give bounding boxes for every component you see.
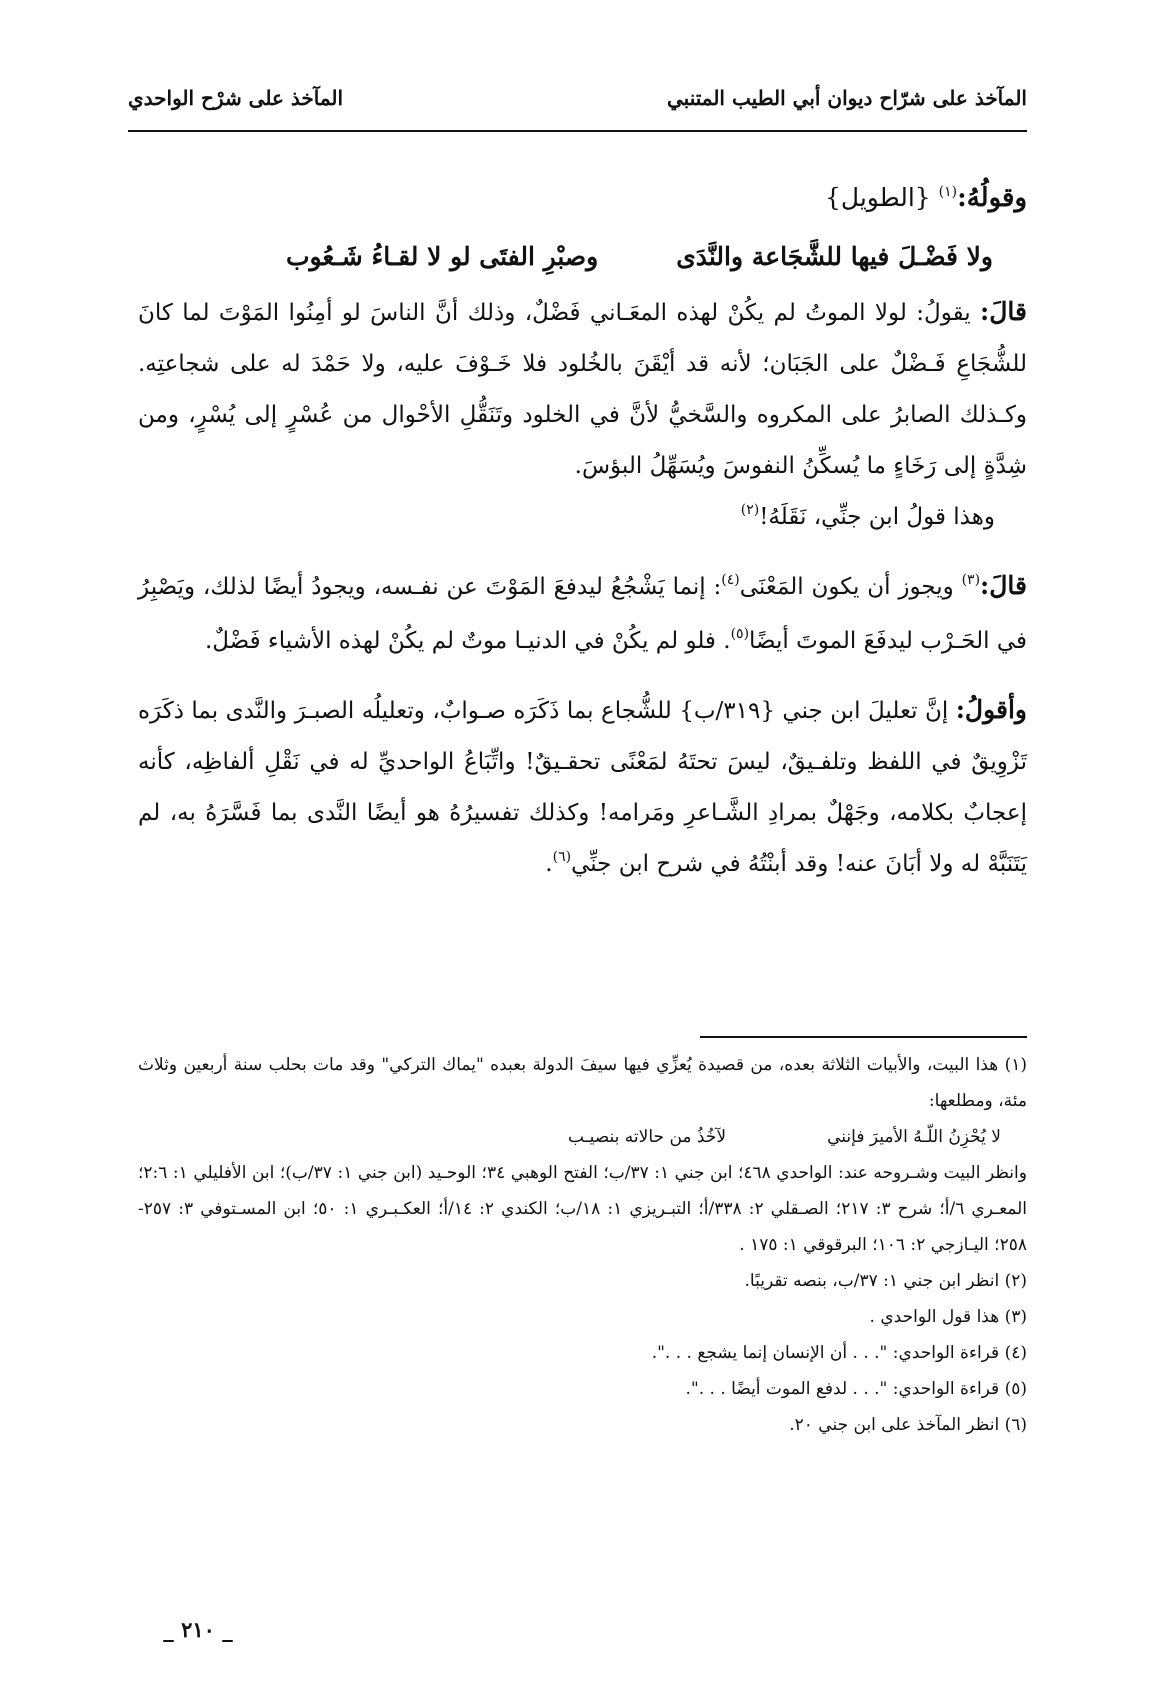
main-text xyxy=(138,172,1027,893)
verse-first-hemistich: ولا فَضْـلَ فيها للشَّجَاعة والنَّدَى xyxy=(676,242,993,271)
paragraph-commentary-2 xyxy=(138,560,1027,670)
footnote-ref-2: (٢) xyxy=(740,502,760,518)
paragraph-text: ويجوز أن يكون المَعْنَى xyxy=(739,574,962,600)
paragraph-author-response xyxy=(138,684,1027,893)
footnotes xyxy=(138,1047,1027,1443)
paragraph-commentary-1 xyxy=(138,286,1027,492)
footnote-5: (٥) قراءة الواحدي: ". . . لدفع الموت أيضًا . . .". xyxy=(685,1379,1027,1399)
intro-lead: وقولُهُ: xyxy=(957,183,1027,213)
paragraph-lead: قالَ: xyxy=(980,571,1027,600)
meter-name: {الطويل} xyxy=(825,183,931,212)
running-header xyxy=(128,86,1027,126)
paragraph-text: يقولُ: لولا الموتُ لم يكُنْ لهذه المعَـاني فَضْلٌ، وذلك أنَّ الناسَ لو أمِنُوا المَوْتَ لما كانَ للشُّجَاعِ فَـضْلٌ على الجَبَان؛ لأنه قد أيْقَنَ بالخُلود فلا خَـوْفَ عليه، ولا حَمْدَ له على شجاعتِه. وكـذلك الصابرُ على المكروه والسَّخيُّ لأنَّ في الخلود وتَنَقُّلِ الأحْوال من عُسْرٍ إلى يُسْرٍ، ومن شِدَّةٍ إلى رَخَاءٍ ما يُسكِّنُ النفوسَ ويُسَهِّلُ البؤسَ. xyxy=(138,300,1027,479)
paragraph-attribution xyxy=(138,492,1027,546)
paragraph-lead: وأقولُ: xyxy=(955,695,1027,724)
footnote-4: (٤) قراءة الواحدي: ". . . أن الإنسان إنما يشجع . . .". xyxy=(651,1343,1027,1363)
paragraph-lead: قالَ: xyxy=(980,297,1027,326)
header-section-title: المآخذ على شرْح الواحدي xyxy=(128,86,344,110)
paragraph-end: . xyxy=(545,851,553,877)
footnote-verse xyxy=(138,1119,1027,1155)
paragraph-text: وهذا قولُ ابن جنِّي، نَقَلَهُ! xyxy=(759,504,995,530)
footnote-2: (٢) انظر ابن جني ١: ٣٧/ب، بنصه تقريبًا. xyxy=(744,1271,1027,1291)
footnote-rule xyxy=(700,1036,1027,1038)
verse-second-hemistich: وصبْرِ الفتَى لو لا لقـاءُ شَـعُوب xyxy=(285,242,599,271)
page-number: _ ٢١٠ _ xyxy=(163,1617,233,1642)
footnote-ref-5: (٥) xyxy=(730,626,750,642)
footnote-ref-1: (١) xyxy=(938,184,958,200)
verse-intro xyxy=(138,172,1027,228)
footnote-1: (١) هذا البيت، والأبيات الثلاثة بعده، من قصيدة يُعزِّي فيها سيفَ الدولة بعبده "يماك التركي" وقد مات بحلب سنة أربعين وثلاث مئة، ومطلعها: xyxy=(138,1055,1027,1111)
poem-verse xyxy=(138,228,1027,286)
header-rule xyxy=(128,130,1027,132)
footnote-3: (٣) هذا قول الواحدي . xyxy=(869,1307,1027,1327)
footnote-ref-6: (٦) xyxy=(552,849,572,865)
header-book-title: المآخذ على شرّاح ديوان أبي الطيب المتنبي xyxy=(667,86,1027,110)
footnote-ref-4: (٤) xyxy=(721,572,740,588)
footnote-6: (٦) انظر المآخذ على ابن جني ٢٠. xyxy=(789,1415,1027,1435)
paragraph-text: : إنما يَشْجُعُ ليدفعَ المَوْتَ عن نفـسه، ويجودُ أيضًا لذلك، ويَصْبِرُ في الحَـرْب ليدفَعَ الموتَ أيضًا xyxy=(138,574,1027,654)
footnote-verse-first: لا يُحْزِنُ اللّـهُ الأميرَ فإنني xyxy=(827,1127,1001,1147)
paragraph-text: إنَّ تعليلَ ابن جني {٣١٩/ب} للشُّجاع بما ذَكَرَه صـوابٌ، وتعليلُه الصبـرَ والنَّدى بما ذكَرَه تَزْوِيقٌ في اللفظ وتلفـيقٌ، ليسَ تحتَهُ لمَعْنًى تحقـيقٌ! واتِّبَاعُ الواحديِّ له في نَقْلِ ألفاظِه، كأنه إعجابٌ بكلامه، وجَهْلٌ بمرادِ الشَّـاعرِ ومَرامه! وكذلك تفسيرُهُ هو أيضًا النَّدى بما فَسَّرَهُ به، لم يَتَنَبَّهْ له ولا أبَانَ عنه! وقد أبنْتُهُ في شرح ابن جنِّي xyxy=(138,698,1027,877)
footnote-1-sources: وانظر البيت وشـروحه عند: الواحدي ٤٦٨؛ ابن جني ١: ٣٧/ب؛ الفتح الوهبي ٣٤؛ الوحـيد (ابن جني ١: ٣٧/ب)؛ ابن الأفليلي ١: ٢:٦؛ المعـري ٦/أ؛ شرح ٣: ٢١٧؛ الصـقلي ٢: ٣٣٨/أ؛ التبـريزي ١: ١٨/ب؛ الكندي ٢: ١٤/أ؛ العكـبـري ١: ٥٠؛ ابن المسـتوفي ٣: ٢٥٧- ٢٥٨؛ اليـازجي ٢: ١٠٦؛ البرقوقي ١: ١٧٥ . xyxy=(138,1163,1028,1255)
paragraph-text: . فلو لم يكُنْ في الدنيـا موتٌ لم يكُنْ لهذه الأشياء فَضْلٌ. xyxy=(204,628,731,654)
footnote-ref-3: (٣) xyxy=(961,572,981,588)
footnote-verse-second: لآخُذُ من حالاته بنصيـب xyxy=(568,1127,727,1147)
